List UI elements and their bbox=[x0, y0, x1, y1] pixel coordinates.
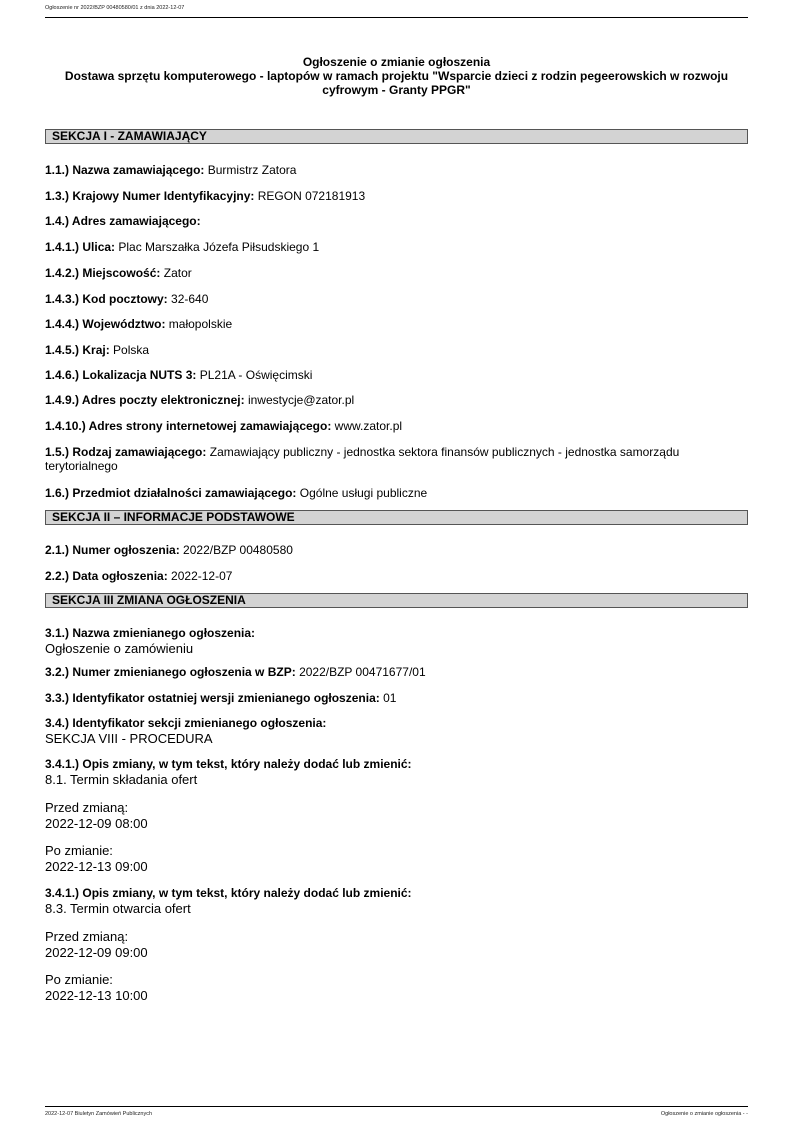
field-label: 1.4.1.) Ulica: bbox=[45, 240, 116, 254]
field-label: 3.4.1.) Opis zmiany, w tym tekst, który należy dodać lub zmienić: bbox=[45, 886, 412, 900]
field-label: 2.1.) Numer ogłoszenia: bbox=[45, 543, 180, 557]
change-before bbox=[45, 800, 748, 832]
field-value: www.zator.pl bbox=[334, 419, 403, 433]
field-value: inwestycje@zator.pl bbox=[247, 393, 355, 407]
document-title-line1: Ogłoszenie o zmianie ogłoszenia bbox=[302, 55, 491, 69]
page-header-text: Ogłoszenie nr 2022/BZP 00480580/01 z dnia 2022-12-07 bbox=[45, 5, 185, 11]
field-value: REGON 072181913 bbox=[257, 189, 366, 203]
field-ulica bbox=[45, 240, 748, 254]
field-value: Burmistrz Zatora bbox=[207, 163, 297, 177]
change-after bbox=[45, 843, 748, 875]
field-label: 3.2.) Numer zmienianego ogłoszenia w BZP: bbox=[45, 665, 296, 679]
field-value: Zamawiający publiczny - jednostka sektora finansów publicznych - jednostka samorządu terytorialnego bbox=[45, 445, 680, 473]
field-przedmiot-dzialalnosci bbox=[45, 486, 748, 500]
field-value: 32-640 bbox=[171, 292, 209, 306]
field-value: 2022/BZP 00480580 bbox=[183, 543, 293, 557]
section-heading-zamawiajacy: SEKCJA I - ZAMAWIAJĄCY bbox=[45, 129, 748, 144]
field-adres-strony bbox=[45, 419, 748, 433]
field-label: 1.1.) Nazwa zamawiającego: bbox=[45, 163, 205, 177]
section-heading-zmiana-ogloszenia: SEKCJA III ZMIANA OGŁOSZENIA bbox=[45, 593, 748, 608]
field-numer-ogloszenia bbox=[45, 543, 748, 557]
before-value: 2022-12-09 08:00 bbox=[45, 816, 148, 831]
before-value: 2022-12-09 09:00 bbox=[45, 945, 148, 960]
field-rodzaj-zamawiajacego bbox=[45, 445, 748, 473]
field-value: Plac Marszałka Józefa Piłsudskiego 1 bbox=[118, 240, 320, 254]
field-adres-zamawiajacego bbox=[45, 214, 748, 228]
field-kraj bbox=[45, 343, 748, 357]
document-title bbox=[45, 55, 748, 97]
field-identyfikator-wersji bbox=[45, 691, 748, 705]
field-value: 8.1. Termin składania ofert bbox=[45, 772, 198, 787]
field-label: 3.1.) Nazwa zmienianego ogłoszenia: bbox=[45, 626, 256, 640]
field-value: 2022-12-07 bbox=[171, 569, 233, 583]
field-label: 1.4.4.) Województwo: bbox=[45, 317, 166, 331]
field-value: 01 bbox=[383, 691, 397, 705]
change-description bbox=[45, 757, 748, 787]
after-value: 2022-12-13 10:00 bbox=[45, 988, 148, 1003]
field-label: 1.4.9.) Adres poczty elektronicznej: bbox=[45, 393, 245, 407]
field-label: 3.4.1.) Opis zmiany, w tym tekst, który należy dodać lub zmienić: bbox=[45, 757, 412, 771]
field-value: Zator bbox=[163, 266, 192, 280]
field-label: 3.3.) Identyfikator ostatniej wersji zmienianego ogłoszenia: bbox=[45, 691, 380, 705]
field-value: Ogłoszenie o zamówieniu bbox=[45, 641, 194, 656]
field-value: 8.3. Termin otwarcia ofert bbox=[45, 901, 191, 916]
field-label: 1.4.5.) Kraj: bbox=[45, 343, 110, 357]
field-value: 2022/BZP 00471677/01 bbox=[299, 665, 426, 679]
field-label: 1.5.) Rodzaj zamawiającego: bbox=[45, 445, 207, 459]
page-header bbox=[45, 5, 748, 18]
after-value: 2022-12-13 09:00 bbox=[45, 859, 148, 874]
footer-left-text: 2022-12-07 Biuletyn Zamówień Publicznych bbox=[45, 1111, 153, 1117]
field-label: 1.3.) Krajowy Numer Identyfikacyjny: bbox=[45, 189, 255, 203]
field-identyfikator-sekcji bbox=[45, 716, 748, 746]
field-value: Polska bbox=[113, 343, 150, 357]
document-title-line2: Dostawa sprzętu komputerowego - laptopów w ramach projektu "Wsparcie dzieci z rodzin pegeerowskich w rozwoju cyfrowym - Granty PPGR" bbox=[64, 69, 729, 97]
change-description bbox=[45, 886, 748, 916]
page-footer bbox=[45, 1106, 748, 1117]
field-label: 1.4.10.) Adres strony internetowej zamawiającego: bbox=[45, 419, 332, 433]
footer-right-text: Ogłoszenie o zmianie ogłoszenia - - bbox=[660, 1111, 748, 1117]
field-adres-poczty bbox=[45, 393, 748, 407]
change-after bbox=[45, 972, 748, 1004]
field-numer-zmienianego bbox=[45, 665, 748, 679]
field-label: 1.4.2.) Miejscowość: bbox=[45, 266, 161, 280]
field-value: SEKCJA VIII - PROCEDURA bbox=[45, 731, 213, 746]
field-kod-pocztowy bbox=[45, 292, 748, 306]
field-label: 1.4.6.) Lokalizacja NUTS 3: bbox=[45, 368, 197, 382]
field-miejscowosc bbox=[45, 266, 748, 280]
field-label: 1.4.) Adres zamawiającego: bbox=[45, 214, 201, 228]
field-value: małopolskie bbox=[168, 317, 233, 331]
field-wojewodztwo bbox=[45, 317, 748, 331]
field-value: PL21A - Oświęcimski bbox=[199, 368, 313, 382]
after-label: Po zmianie: bbox=[45, 843, 113, 858]
field-label: 2.2.) Data ogłoszenia: bbox=[45, 569, 168, 583]
before-label: Przed zmianą: bbox=[45, 800, 129, 815]
field-label: 1.6.) Przedmiot działalności zamawiającego: bbox=[45, 486, 297, 500]
field-label: 3.4.) Identyfikator sekcji zmienianego ogłoszenia: bbox=[45, 716, 327, 730]
change-before bbox=[45, 929, 748, 961]
field-nazwa-zmienianego bbox=[45, 626, 748, 656]
field-label: 1.4.3.) Kod pocztowy: bbox=[45, 292, 168, 306]
field-value: Ogólne usługi publiczne bbox=[299, 486, 428, 500]
section-heading-informacje-podstawowe: SEKCJA II – INFORMACJE PODSTAWOWE bbox=[45, 510, 748, 525]
field-data-ogloszenia bbox=[45, 569, 748, 583]
field-nazwa-zamawiajacego bbox=[45, 163, 748, 177]
field-lokalizacja-nuts bbox=[45, 368, 748, 382]
before-label: Przed zmianą: bbox=[45, 929, 129, 944]
field-krajowy-numer bbox=[45, 189, 748, 203]
after-label: Po zmianie: bbox=[45, 972, 113, 987]
